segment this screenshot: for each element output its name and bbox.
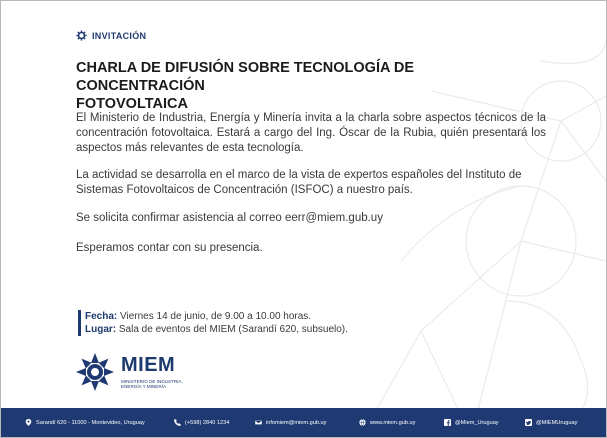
location-icon <box>25 419 32 426</box>
logo-subtitle: MINISTERIO DE INDUSTRIA, ENERGÍA Y MINERÍA <box>121 378 183 389</box>
paragraph-closing: Esperamos contar con su presencia. <box>76 242 263 254</box>
twitter-text: @MIEMUruguay <box>536 419 578 426</box>
address-text: Sarandí 620 - 11000 - Montevideo, Uruguay <box>36 419 145 426</box>
logo-name: MIEM <box>121 353 176 376</box>
phone-icon <box>174 419 181 426</box>
footer-bar <box>1 408 606 437</box>
event-title <box>76 59 516 113</box>
footer-email[interactable] <box>255 419 326 426</box>
date-row <box>85 310 348 323</box>
title-line-2: FOTOVOLTAICA <box>76 96 188 112</box>
date-label: Fecha: <box>85 311 118 322</box>
place-label: Lugar: <box>85 324 117 335</box>
email-text: infomiem@miem.gub.uy <box>266 419 327 426</box>
facebook-icon <box>444 419 451 426</box>
footer-facebook[interactable] <box>444 419 499 426</box>
paragraph-intro: El Ministerio de Industria, Energía y Minería invita a la charla sobre aspectos técnicos de la concentración fotovoltaica. Estará a cargo del Ing. Óscar de la Rubia, quién presentará los aspectos más relevantes de esta tecnología. <box>76 112 546 154</box>
paragraph-context: La actividad se desarrolla en el marco de la vista de expertos españoles del Instituto de Sistemas Fotovoltaicos de Concentración (ISFOC) a nuestro país. <box>76 169 522 196</box>
website-text: www.miem.gub.uy <box>370 419 416 426</box>
place-value: Sala de eventos del MIEM (Sarandí 620, subsuelo). <box>118 324 348 335</box>
tag-label: INVITACIÓN <box>92 30 147 41</box>
footer-website[interactable] <box>359 419 415 426</box>
footer-phone[interactable] <box>174 419 229 426</box>
gear-icon <box>76 30 87 41</box>
invitation-tag <box>76 30 146 41</box>
place-row <box>85 323 348 336</box>
twitter-icon <box>525 419 532 426</box>
date-value: Viernes 14 de junio, de 9.00 a 10.00 horas. <box>120 311 312 322</box>
sun-logo-icon <box>75 352 115 392</box>
phone-text: (+598) 2840 1234 <box>185 419 230 426</box>
facebook-text: @Miem_Uruguay <box>455 419 499 426</box>
paragraph-rsvp: Se solicita confirmar asistencia al correo eerr@miem.gub.uy <box>76 212 383 224</box>
globe-icon <box>359 419 366 426</box>
footer-address <box>25 419 145 426</box>
title-line-1: CHARLA DE DIFUSIÓN SOBRE TECNOLOGÍA DE CONCENTRACIÓN <box>76 60 415 94</box>
event-details <box>78 310 348 336</box>
footer-twitter[interactable] <box>525 419 577 426</box>
email-icon <box>255 419 262 426</box>
miem-logo <box>75 352 201 392</box>
